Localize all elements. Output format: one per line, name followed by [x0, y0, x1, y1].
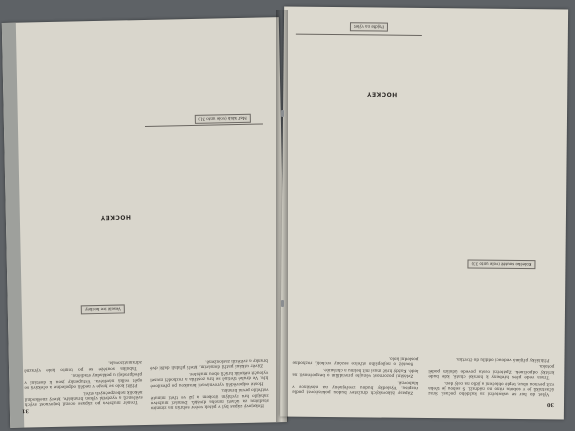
left-column-1 [143, 31, 269, 411]
left-page-content [2, 17, 287, 428]
left-heading: HOCKEY [100, 213, 131, 221]
paragraph: Tabulka soutěže se po tomto kole výrazně zdramatizovala. [24, 360, 142, 374]
paragraph: Trasa vede přes hřebeny k horské chatě, kde bude krátký odpočinek. Zpáteční cesta povede údolím podél potoka. [428, 364, 555, 381]
right-column-1 [428, 18, 558, 397]
staple [281, 300, 284, 307]
paragraph: Zápasy žákovských družstev budou pokračovat podle rozpisu. Výsledky budou zveřejněny na nástěnce v klubovně. [292, 380, 419, 396]
right-page [280, 7, 568, 420]
right-box-label-1: Pojďte na výlet [350, 22, 388, 31]
right-box-label-2: Kolečko soutěž (vole unto 33) [468, 259, 536, 269]
paragraph: Zvláštní pozornost věnujte pravidlům o bezpečnosti na ledě. Každý hráč musí mít helmu a chrániče. [292, 367, 419, 379]
right-page-number: 30 [547, 401, 555, 408]
left-box-label-2: Mal' klub (vole unto 31) [194, 114, 251, 124]
paragraph: Hosté odpověděli vyrovnávací brankou po přesilové hře. Ve druhé třetině se hra zostřila a rozhodčí musel vyloučit několik hráčů obou mužstev. [150, 370, 269, 389]
left-page [2, 17, 287, 428]
paragraph: Přihlášky přijímá vedoucí oddílu do čtvrtka. [455, 356, 550, 363]
booklet-spine [276, 10, 288, 422]
left-column-2 [17, 35, 143, 407]
left-box-label-1: Veselé ice hockey [81, 304, 125, 314]
paragraph: Příští kolo se hraje v neděli odpoledne a očekává se opět velká návštěva. Vstupenky jsou k dostání v předprodeji u pokladny stadiónu. [24, 372, 143, 391]
paragraph: Výlet do hor se uskuteční za každého počasí. Sraz účastníků je v sobotu ráno na nádraží. S sebou je třeba vzít pevnou obuv, teplé oblečení a jídlo na celý den. [428, 380, 555, 398]
paragraph: Hokejový zápas byl v pátek večer sehrán na zimním stadiónu za účasti mnoha diváků. Domácí mužstvo zahájilo hru rychlým útokem a již ve třetí minutě vstřelilo první branku. [150, 387, 269, 411]
right-page-content [280, 7, 568, 420]
paragraph: Soutěž o nejlepšího střelce sezóny vrcholí, rozhodne poslední kolo. [292, 356, 419, 367]
paragraph: Trenér mužstva po zápase ocenil bojovnost svých svěřenců a vyzdvihl výkon brankáře, který zneškodnil několik nebezpečných střel. [24, 389, 143, 408]
right-column-2 [292, 17, 422, 396]
left-page-number: 31 [21, 407, 29, 414]
paragraph: Závěr utkání patřil domácím, kteří přidali další dvě branky a zvítězili zaslouženě. [150, 358, 268, 372]
right-heading: HOCKEY [366, 90, 398, 98]
staple [281, 110, 284, 117]
